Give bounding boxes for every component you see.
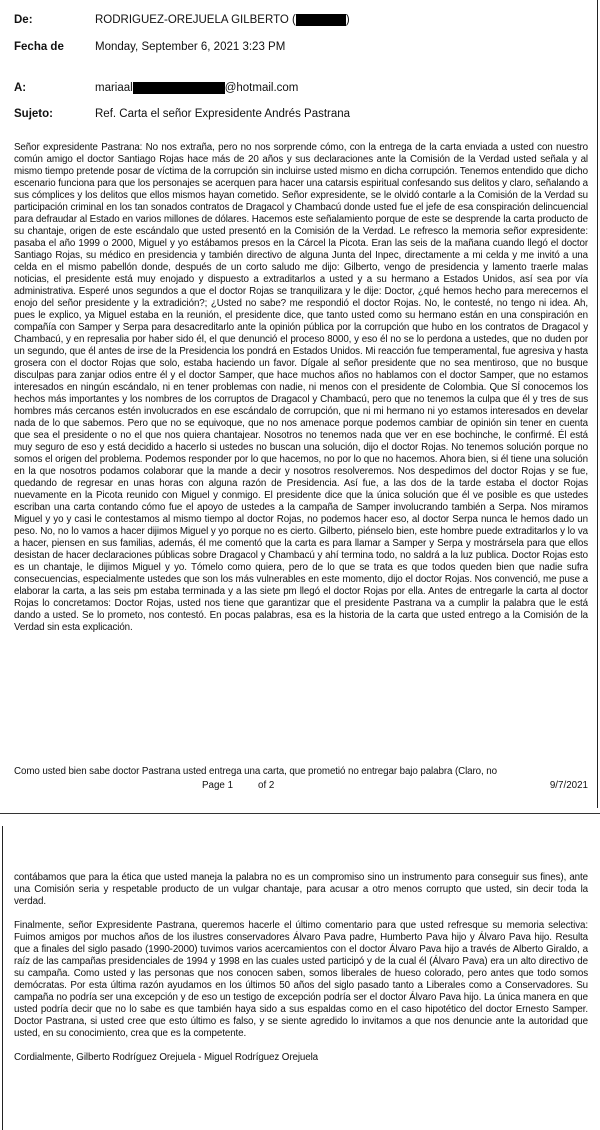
to-value [95, 82, 298, 94]
from-value [95, 14, 350, 26]
footer-date: 9/7/2021 [549, 780, 588, 791]
from-label: De: [14, 14, 33, 26]
letter-paragraph-3: Finalmente, señor Expresidente Pastrana, queremos hacerle el último comentario para que usted refresque su memoria selectiva: Fuimos amigos por muchos años de los ilustres conservadores Álvaro Pava padre, Humberto Pava hijo y Álvaro Pava hijo. Resulta que a finales del siglo pasado (1990-2000) tuvimos varios acercamientos con el doctor Álvaro Pava hijo a través de Alberto Giraldo, a raíz de las campañas presidenciales de 1994 y 1998 en las cuales usted participó y de la cual él (Álvaro Pava) era un alto directivo de su campaña. Como usted y las personas que nos conocen saben, somos liberales de hueso colorado, pero antes que todo somos demócratas. Por esta última razón ayudamos en los últimos 50 años del siglo pasado tanto a Liberales como a Conservadores. Su campaña no podría ser una excepción y de eso un testigo de excepción podría ser el doctor Álvaro Pava hijo. La única manera en que usted podría decir que no lo sabe es que también haya sido a sus espaldas como en el caso hipotético del doctor Ernesto Samper. Doctor Pastrana, si usted cree que esto último es falso, y se siente agredido lo invitamos a que nos denuncie ante la autoridad que usted, en su conocimiento, crea que es la competente. [14, 920, 588, 1039]
email-from-row [14, 14, 590, 32]
from-name: RODRIGUEZ-OREJUELA GILBERTO ( [95, 14, 296, 27]
to-prefix: mariaal [95, 82, 133, 95]
redaction-bar [296, 14, 346, 26]
page-of-total: of 2 [258, 780, 275, 791]
subject-value: Ref. Carta el señor Expresidente Andrés Pastrana [95, 108, 351, 120]
letter-paragraph-2-start: Como usted bien sabe doctor Pastrana usted entrega una carta, que prometió no entregar bajo palabra (Claro, no [14, 766, 497, 777]
to-suffix: @hotmail.com [224, 82, 299, 95]
letter-signature: Cordialmente, Gilberto Rodríguez Orejuela - Miguel Rodríguez Orejuela [14, 1052, 319, 1063]
email-to-row [14, 82, 590, 100]
from-close: ) [345, 14, 350, 27]
redaction-bar [133, 82, 225, 94]
document-page-2 [0, 826, 600, 1130]
page-separator [0, 813, 600, 814]
letter-paragraph-2-cont: contábamos que para la ética que usted maneja la palabra no es un compromiso sino un instrumento para conseguir sus fines), ante una Comisión seria y respetable producto de un vulgar chantaje, para acusar a otro menos corrupto que usted, sin decir toda la verdad. [14, 872, 588, 907]
to-label: A: [14, 82, 27, 94]
email-date-row [14, 41, 590, 59]
letter-paragraph-1: Señor expresidente Pastrana: No nos extraña, pero no nos sorprende cómo, con la entrega de la carta enviada a usted con nuestro común amigo el doctor Santiago Rojas hace más de 20 años y sus declaraciones ante la Comisión de la Verdad usted señala y al mismo tiempo pretende posar de víctima de la corrupción sin incluirse usted mismo en dicha corrupción. Tenemos entendido que dicho escenario funciona para que los personajes se acerquen para hacer una catarsis espiritual confesando sus delitos y claro, señalando a sus cómplices y los delitos que ellos mismos hayan cometido. Señor expresidente, se le olvidó contarle a la Comisión de la Verdad su participación criminal en los tan sonados contratos de Dragacol y Chambacú donde usted fue el jefe de esa conspiración delincuencial para defraudar al Estado en varios millones de dólares. Hacemos este señalamiento porque de este se desprende la carta producto de su chantaje, origen de este escándalo que usted presentó en la Comisión de la Verdad. Le refresco la memoria señor expresidente: pasaba el año 1999 o 2000, Miguel y yo estábamos presos en la Cárcel la Picota. Eran las seis de la mañana cuando llegó el doctor Santiago Rojas, su médico en presidencia y también directivo de alguna Junta del Inpec, directamente a mi celda y me invitó a una celda en el mismo pabellón donde, después de un corto saludo me dijo: Gilberto, vengo de presidencia y lamento traerle malas noticias, el presidente está muy enojado y dispuesto a extraditarlos a usted y a su hermano a Estados Unidos, así sea por vía administrativa. Esperé unos segundos a que el doctor Rojas se tranquilizara y le dije: Doctor, ¿qué hemos hecho para merecernos el enojo del señor presidente y la extradición?; ¿Usted no sabe? me respondió el doctor Rojas. No, le contesté, no tengo ni idea. Ah, pues le explico, ya Miguel estaba en la reunión, el presidente dice, que tanto usted como su hermano están en una conspiración en compañía con Samper y Serpa para desacreditarlo ante la opinión pública por la corrupción que hubo en los contratos de Dragacol y Chambacú, y en represalia por haber sido él, el que denunció el proceso 8000, y eso él no se lo perdona a ustedes, que no duden por un segundo, que él antes de irse de la Presidencia los pondrá en Estados Unidos. Mi reacción fue temperamental, fue agresiva y hasta grosera con el doctor Rojas que solo, estaba haciendo un favor. Dígale al señor presidente que no sea mentiroso, que no busque disculpas para zanjar odios entre él y el doctor Samper, que hace muchos años no hablamos con el doctor Samper, que no estamos interesados en ningún escándalo, ni en tener problemas con nadie, ni menos con el presidente de Colombia. Que SÍ conocemos los hechos más importantes y los nombres de los corruptos de Dragacol y Chambacú, pero que no tenemos la culpa que él y tres de sus hombres más cercanos estén involucrados en ese escándalo de corrupción, que ni mi hermano ni yo estamos interesados en develar nada de lo que sabemos. Pero que no se equivoque, que no nos amenace porque podemos cambiar de opinión sin tener en cuenta que sea el presidente o no el que nos quiera chantajear. Nosotros no tenemos nada que ver en ese bochinche, le confirmé. Él está muy seguro de eso y está decidido a hacerlo si ustedes no buscan una solución, dijo el doctor Rojas. No tenemos solución porque no somos el origen del problema. Podemos responder por lo que hacemos, no por lo que no hacemos. Ahora bien, si él tiene una solución en la que nosotros podamos colaborar que la mande a decir y nosotros resolveremos. Nos despedimos del doctor Rojas y se fue, quedando de regresar en unas horas con alguna razón de Presidencia. Así fue, a las dos de la tarde estaba el doctor Rojas nuevamente en la Picota reunido con Miguel y conmigo. El presidente dice que la única solución que él ve posible es que ustedes escriban una carta contando cómo fue el apoyo de ustedes a la campaña de Samper involucrando también a Serpa. Nos miramos Miguel y yo y casi le contestamos al mismo tiempo al doctor Rojas, no podemos hacer eso, al doctor Serpa nunca le hemos dado un peso. No, no lo vamos a hacer dijimos Miguel y yo porque no es cierto. Gilberto, piénselo bien, este hombre puede extraditarlos y lo va a hacer, piensen en sus familias, además, él me comentó que la carta es para llamar a Samper y Serpa y mostrársela para que ellos desistan de hacer declaraciones públicas sobre Dragacol y Chambacú y ahí termina todo, no saldrá a la luz publica. Doctor Rojas esto es un chantaje, le dijimos Miguel y yo. Tómelo como quiera, pero de lo que se trata es que todos queden bien que nadie sufra consecuencias, especialmente ustedes que son los más vulnerables en este momento, dijo el doctor Rojas. Nos convenció, me puse a elaborar la carta, a las seis pm estaba terminada y a las siete pm llegó el doctor Rojas por ella. Antes de entregarle la carta al doctor Rojas lo concretamos: Doctor Rojas, usted nos tiene que garantizar que el presidente Pastrana va a cumplir la palabra que le está dando a usted. Se lo prometo, nos contestó. En pocas palabras, esa es la historia de la carta que usted entrego a la Comisión de la Verdad sin esta explicación. [14, 142, 588, 633]
letter-body-page-2 [14, 872, 588, 1064]
letter-body [14, 142, 588, 634]
date-value: Monday, September 6, 2021 3:23 PM [95, 41, 286, 53]
email-subject-row [14, 108, 590, 126]
page-edge-left [2, 826, 3, 1130]
page-number-label: Page 1 [202, 780, 234, 791]
date-label: Fecha de [14, 41, 64, 53]
subject-label: Sujeto: [14, 108, 53, 120]
page-edge-right [597, 0, 598, 808]
